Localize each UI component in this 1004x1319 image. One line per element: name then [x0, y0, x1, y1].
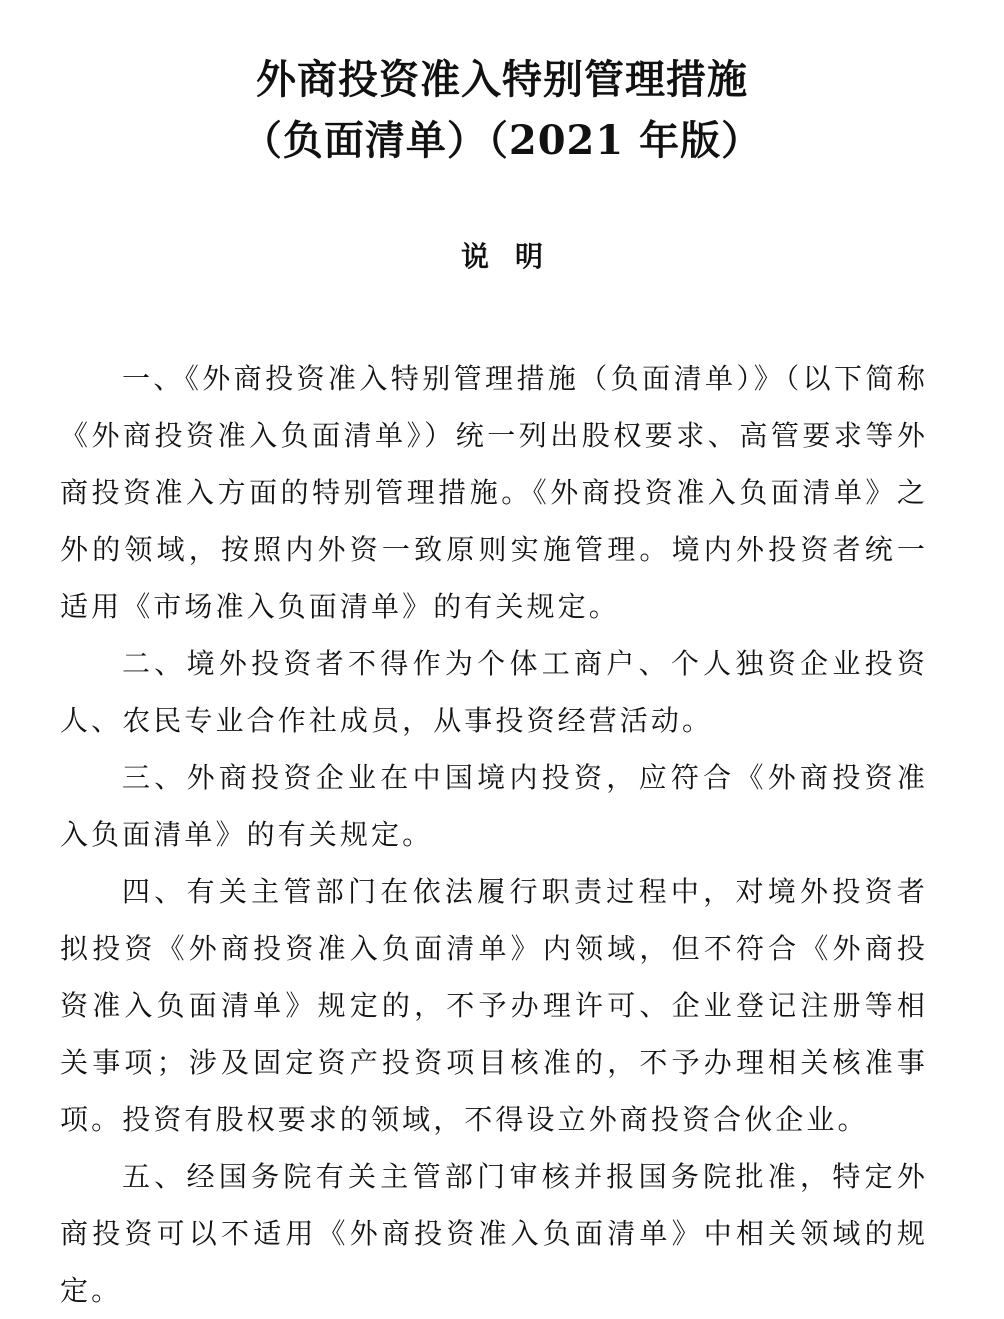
paragraph-3: 三、外商投资企业在中国境内投资，应符合《外商投资准入负面清单》的有关规定。 — [60, 761, 928, 851]
section-heading: 说明 — [460, 240, 569, 273]
paragraph-4: 四、有关主管部门在依法履行职责过程中，对境外投资者拟投资《外商投资准入负面清单》内领域，但不符合《外商投资准入负面清单》规定的，不予办理许可、企业登记注册等相关事项；涉及固定资产投资项目核准的，不予办理相关核准事项。投资有股权要求的领域，不得设立外商投资合伙企业。 — [60, 875, 928, 1136]
document-subtitle: （负面清单）（2021 年版） — [241, 117, 763, 164]
document-title: 外商投资准入特别管理措施 — [256, 56, 748, 103]
paragraph-5: 五、经国务院有关主管部门审核并报国务院批准，特定外商投资可以不适用《外商投资准入负面清单》中相关领域的规定。 — [60, 1160, 928, 1307]
document-body — [60, 350, 928, 1319]
paragraph-2: 二、境外投资者不得作为个体工商户、个人独资企业投资人、农民专业合作社成员，从事投资经营活动。 — [60, 647, 928, 737]
paragraph-1: 一、《外商投资准入特别管理措施（负面清单）》（以下简称《外商投资准入负面清单》）统一列出股权要求、高管要求等外商投资准入方面的特别管理措施。《外商投资准入负面清单》之外的领域，按照内外资一致原则实施管理。境内外投资者统一适用《市场准入负面清单》的有关规定。 — [60, 362, 928, 623]
